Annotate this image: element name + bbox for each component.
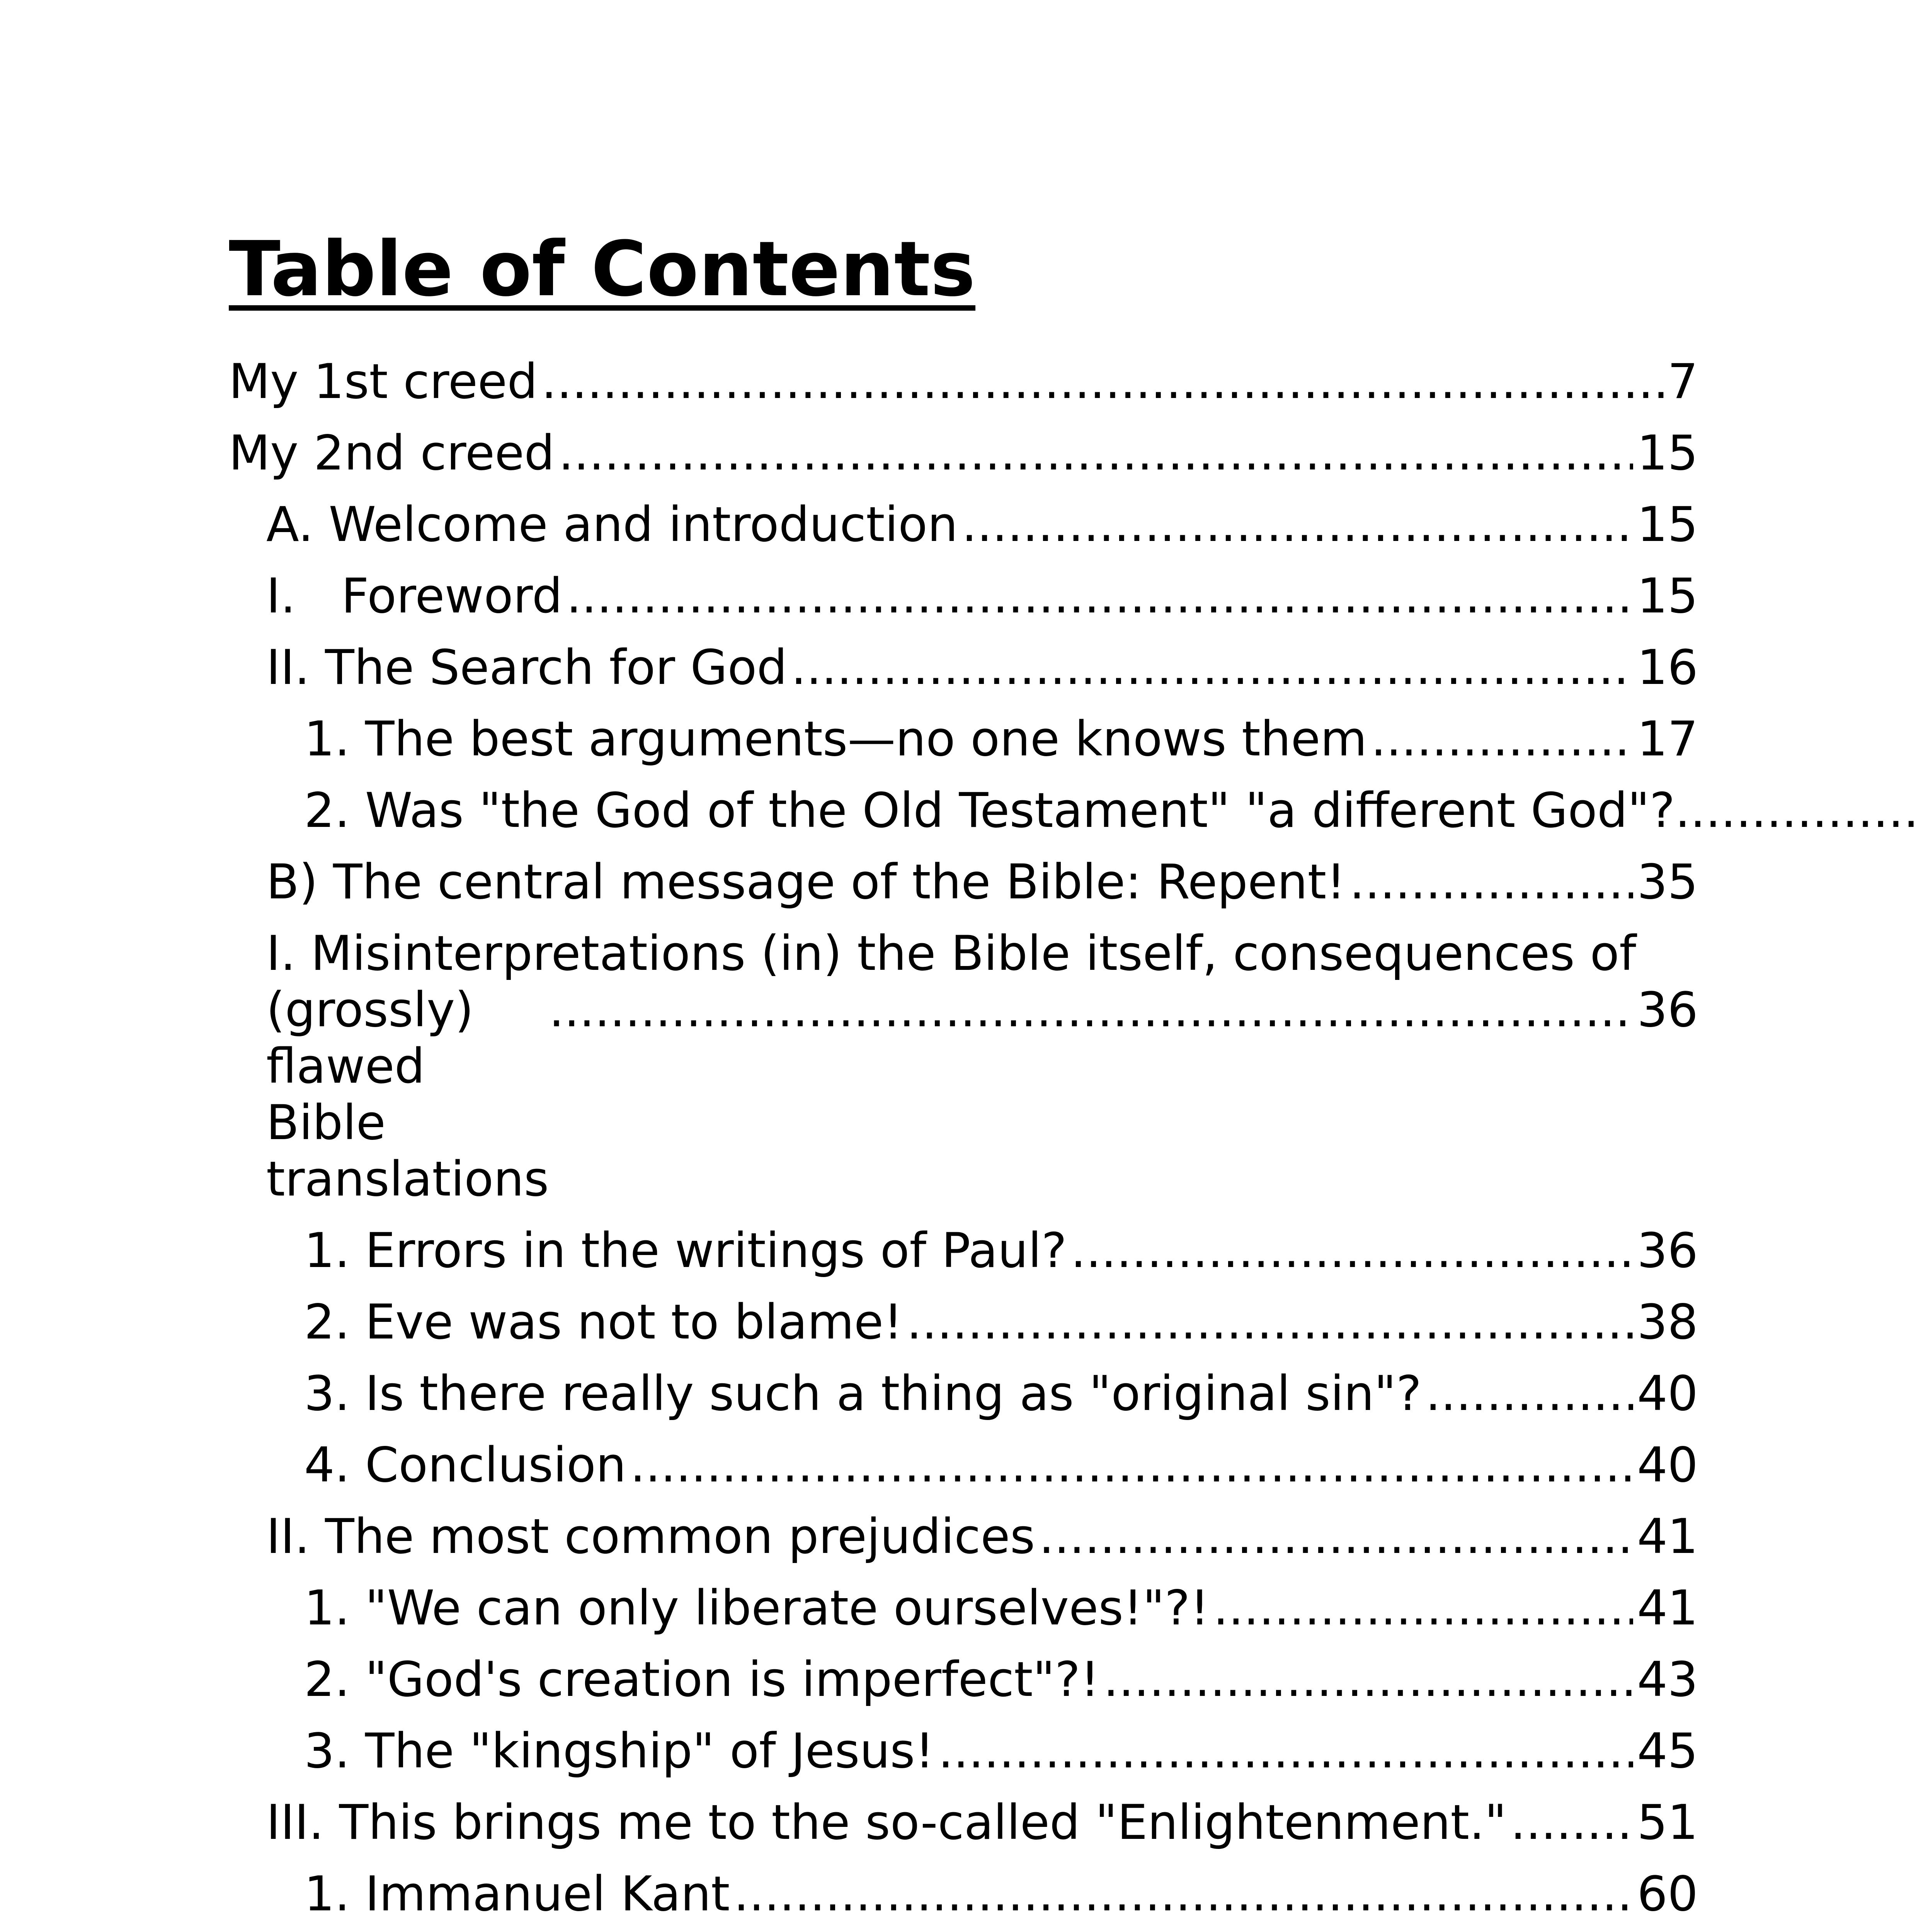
dot-leader <box>938 1723 1633 1779</box>
toc-entry[interactable] <box>229 568 1698 624</box>
toc-entry-page: 43 <box>1637 1652 1698 1708</box>
dot-leader <box>1371 711 1633 767</box>
toc-entry-page: 41 <box>1637 1580 1698 1636</box>
toc-entry-title: My 1st creed <box>229 354 538 410</box>
dot-leader <box>549 982 1633 1038</box>
dot-leader <box>630 1437 1634 1493</box>
dot-leader <box>734 1866 1634 1922</box>
dot-leader <box>791 639 1633 696</box>
toc-entry[interactable] <box>229 425 1698 481</box>
dot-leader <box>558 425 1633 481</box>
toc-entry[interactable] <box>229 354 1698 410</box>
toc-entry[interactable] <box>229 1866 1698 1922</box>
toc-entry[interactable] <box>229 1294 1698 1350</box>
toc-entry-page: 45 <box>1637 1723 1698 1779</box>
toc-entry-page: 17 <box>1637 711 1698 767</box>
toc-entry-title: 4. Conclusion <box>304 1437 626 1493</box>
toc-entry-title: 2. Was "the God of the Old Testament" "a different God"? <box>304 783 1675 838</box>
toc-entry-page: 7 <box>1668 354 1698 410</box>
toc-entry-title: 1. The best arguments—no one knows them <box>304 711 1367 767</box>
toc-entry-title: 3. Is there really such a thing as "original sin"? <box>304 1366 1422 1422</box>
toc-entry-page: 40 <box>1637 1366 1698 1422</box>
toc-entry-page: 15 <box>1637 497 1698 553</box>
dot-leader <box>1103 1651 1633 1708</box>
toc-entry[interactable] <box>229 497 1698 553</box>
dot-leader <box>962 497 1634 553</box>
toc-entry-title: 1. "We can only liberate ourselves!"?! <box>304 1580 1210 1636</box>
toc-entry-title: 2. "God's creation is imperfect"?! <box>304 1652 1100 1708</box>
toc-entry-page: 41 <box>1637 1509 1698 1565</box>
toc-entry-page: 15 <box>1637 568 1698 624</box>
toc-entry[interactable] <box>229 1794 1698 1851</box>
dot-leader <box>1039 1509 1633 1565</box>
table-of-contents <box>229 354 1698 1932</box>
toc-entry[interactable] <box>229 854 1698 910</box>
toc-entry[interactable] <box>229 639 1698 696</box>
toc-entry[interactable] <box>229 782 1698 839</box>
dot-leader <box>566 568 1633 624</box>
dot-leader <box>1426 1366 1634 1422</box>
toc-entry-title: B) The central message of the Bible: Repent! <box>266 854 1346 910</box>
toc-entry-title: I. Misinterpretations (in) the Bible itself, consequences of <box>266 926 1636 981</box>
toc-entry-page: 16 <box>1637 640 1698 696</box>
toc-entry-title: 2. Eve was not to blame! <box>304 1294 903 1350</box>
toc-entry[interactable] <box>229 1437 1698 1493</box>
toc-entry-title: A. Welcome and introduction <box>266 497 958 553</box>
toc-entry-title: 3. The "kingship" of Jesus! <box>304 1723 934 1779</box>
dot-leader <box>1349 854 1633 910</box>
dot-leader <box>1071 1223 1634 1279</box>
toc-entry[interactable] <box>229 711 1698 767</box>
toc-entry[interactable] <box>229 1651 1698 1708</box>
page-title: Table of Contents <box>229 225 976 313</box>
toc-entry[interactable] <box>229 1723 1698 1779</box>
toc-entry-title-continued: (grossly) flawed Bible translations <box>266 982 549 1207</box>
toc-entry-page: 15 <box>1637 425 1698 481</box>
toc-entry-title: My 2nd creed <box>229 425 555 481</box>
toc-entry-page: 36 <box>1637 1223 1698 1279</box>
toc-entry[interactable] <box>229 1509 1698 1565</box>
dot-leader <box>1213 1580 1633 1636</box>
toc-entry-page: 35 <box>1637 854 1698 910</box>
toc-entry[interactable] <box>229 925 1698 1208</box>
toc-entry-page: 38 <box>1637 1294 1698 1350</box>
dot-leader <box>1675 782 1916 839</box>
toc-entry-title: II. The Search for God <box>266 640 788 696</box>
toc-entry-page: 51 <box>1637 1795 1698 1850</box>
toc-entry[interactable] <box>229 1366 1698 1422</box>
toc-entry[interactable] <box>229 1580 1698 1636</box>
toc-entry-page: 36 <box>1637 982 1698 1038</box>
toc-entry-title: I. Foreword <box>266 568 563 624</box>
dot-leader <box>541 354 1664 410</box>
dot-leader <box>907 1294 1633 1350</box>
toc-entry-page: 60 <box>1637 1866 1698 1922</box>
toc-entry-title: III. This brings me to the so-called "Enlightenment." <box>266 1795 1507 1850</box>
toc-entry[interactable] <box>229 1223 1698 1279</box>
toc-entry-page: 40 <box>1637 1437 1698 1493</box>
toc-entry-title: 1. Immanuel Kant <box>304 1866 730 1922</box>
toc-entry-title: II. The most common prejudices <box>266 1509 1035 1565</box>
dot-leader <box>1511 1794 1634 1851</box>
toc-entry-title: 1. Errors in the writings of Paul? <box>304 1223 1067 1279</box>
